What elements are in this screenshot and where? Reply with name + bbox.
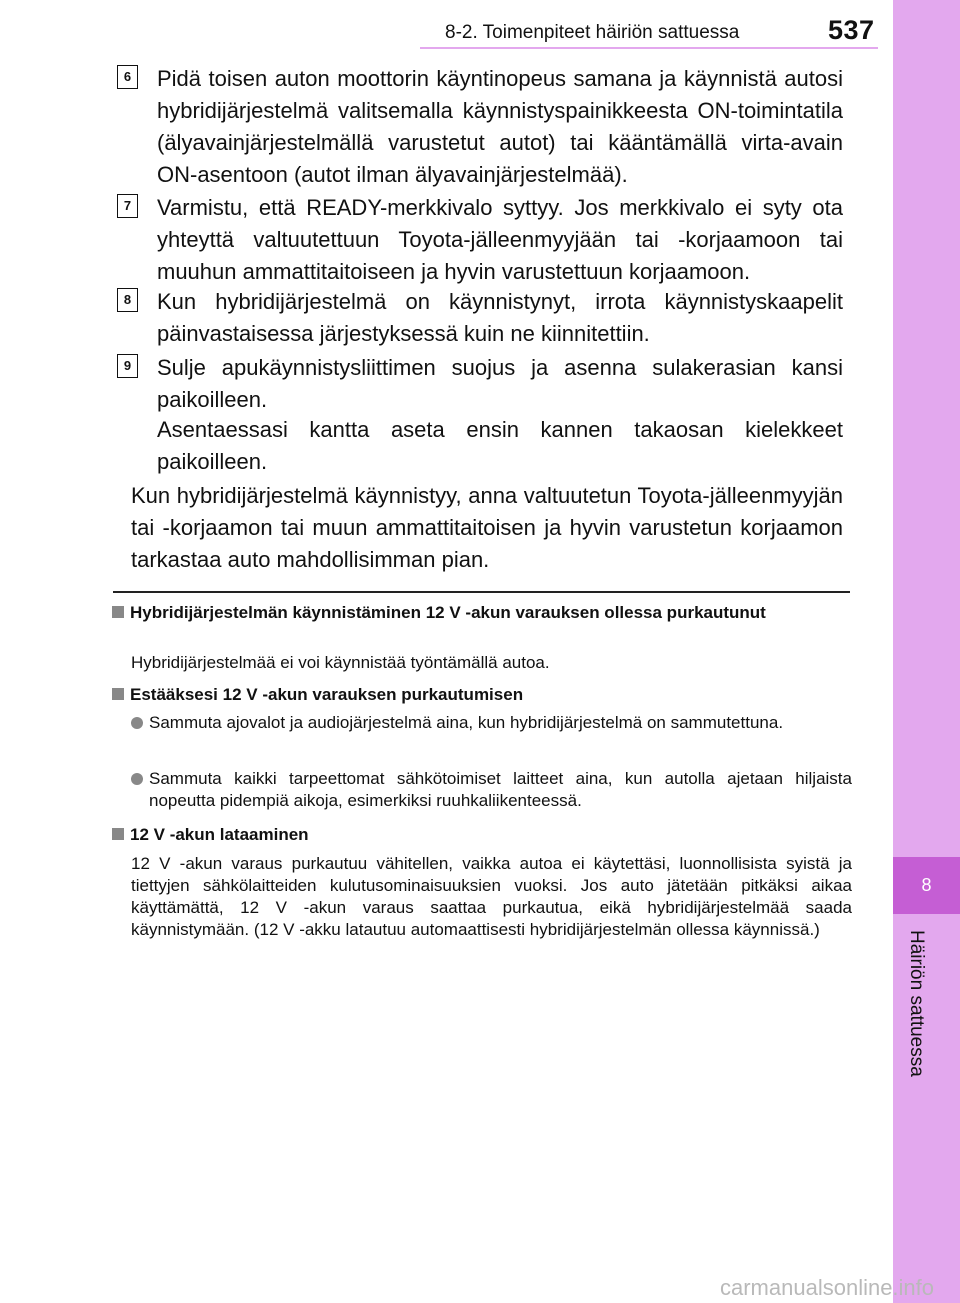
section-heading-prevent: Estääksesi 12 V -akun varauksen purkautumisen bbox=[112, 684, 854, 706]
step-6-number: 6 bbox=[117, 65, 138, 89]
watermark: carmanualsonline.info bbox=[720, 1275, 935, 1300]
section-body-start: Hybridijärjestelmää ei voi käynnistää työntämällä autoa. bbox=[131, 653, 550, 672]
step-9-number: 9 bbox=[117, 354, 138, 378]
step-8-text: Kun hybridijärjestelmä on käynnistynyt, irrota käynnistyskaapelit päinvastaisessa järjestyksessä kuin ne kiinnitettiin. bbox=[157, 289, 843, 346]
step-9-text: Sulje apukäynnistysliittimen suojus ja asenna sulakerasian kansi paikoilleen. bbox=[157, 355, 843, 412]
step-8-number: 8 bbox=[117, 288, 138, 312]
square-bullet-icon bbox=[112, 606, 124, 618]
section-body-charging: 12 V -akun varaus purkautuu vähitellen, vaikka autoa ei käytettäsi, luonnollisista syistä ja tiettyjen sähkölaitteiden kulutusominaisuuksien vuoksi. Jos auto jätetään pitkäksi aikaa käyttämättä, 12 V -akun varaus saattaa purkautua, eikä hybridijärjestelmää saada käynnistymään. (12 V -akku latautuu automaattisesti hybridijärjestelmän ollessa käynnissä.) bbox=[131, 854, 852, 939]
section-title: 8-2. Toimenpiteet häiriön sattuessa bbox=[445, 22, 740, 43]
chapter-number-tab: 8 bbox=[893, 857, 960, 914]
round-bullet-icon bbox=[131, 773, 143, 785]
round-bullet-icon bbox=[131, 717, 143, 729]
step-6-text: Pidä toisen auton moottorin käyntinopeus samana ja käynnistä autosi hybridijärjestelmä valitsemalla käynnistyspainikkeesta ON-toimintatila (älyavainjärjestelmällä varustetut autot) tai kääntämällä virta-avain ON-asentoon (autot ilman älyavainjärjestelmää). bbox=[157, 66, 843, 187]
bullet-item: Sammuta ajovalot ja audiojärjestelmä aina, kun hybridijärjestelmä on sammutettuna. bbox=[131, 712, 852, 734]
side-tab-upper bbox=[893, 0, 960, 857]
bullet-item: Sammuta kaikki tarpeettomat sähkötoimiset laitteet aina, kun autolla ajetaan hiljaista nopeutta pidempiä aikoja, esimerkiksi ruuhkaliikenteessä. bbox=[131, 768, 852, 812]
section-heading-charging: 12 V -akun lataaminen bbox=[112, 824, 854, 846]
section-heading-start: Hybridijärjestelmän käynnistäminen 12 V -akun varauksen ollessa purkautunut bbox=[112, 602, 854, 624]
header-rule bbox=[420, 47, 878, 49]
section-divider bbox=[113, 591, 850, 593]
closing-paragraph: Kun hybridijärjestelmä käynnistyy, anna valtuutetun Toyota-jälleenmyyjän tai -korjaamon tai muun ammattitaitoisen ja hyvin varustetun korjaamon tarkastaa auto mahdollisimman pian. bbox=[131, 483, 843, 572]
square-bullet-icon bbox=[112, 688, 124, 700]
step-9-note: Asentaessasi kantta aseta ensin kannen takaosan kielekkeet paikoilleen. bbox=[157, 417, 843, 474]
page-number: 537 bbox=[828, 15, 875, 45]
square-bullet-icon bbox=[112, 828, 124, 840]
step-7-number: 7 bbox=[117, 194, 138, 218]
step-7-text: Varmistu, että READY-merkkivalo syttyy. Jos merkkivalo ei syty ota yhteyttä valtuutettuun Toyota-jälleenmyyjään tai -korjaamoon tai muuhun ammattitaitoiseen ja hyvin varustettuun korjaamoon. bbox=[157, 195, 843, 284]
chapter-label: Häiriön sattuessa bbox=[906, 930, 927, 1077]
